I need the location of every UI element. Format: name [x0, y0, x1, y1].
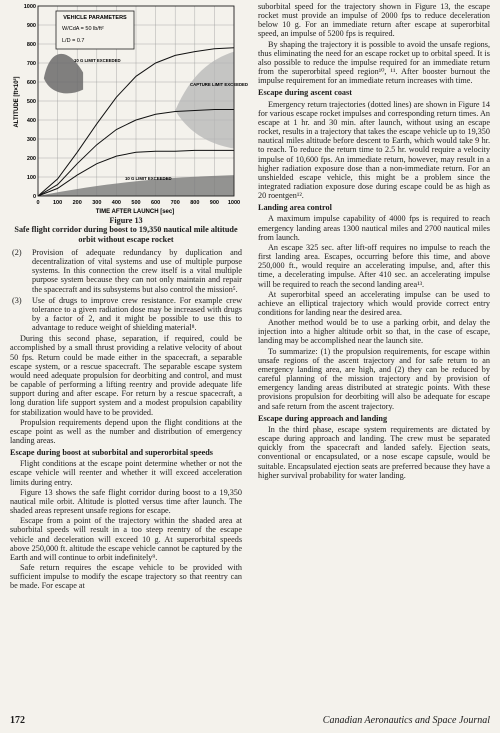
paragraph: Escape from a point of the trajectory within the shaded area at suborbital speeds will result in a too steep reentry of the escape vehicle and deceleration will exceed 10 g. At superorbital speeds above 250,000 ft. altitude the escape vehicle cannot be captured by the Earth and will continue to orbit indefinitely⁹.	[10, 516, 242, 562]
paragraph: Another method would be to use a parking orbit, and delay the injection into a higher altitude orbit so that, in the case of escape, landing may be accomplished near the launch site.	[258, 318, 490, 346]
y-tick-label: 800	[26, 42, 36, 48]
x-tick-label: 600	[151, 200, 161, 206]
y-tick-label: 1000	[23, 4, 36, 10]
right-column	[258, 2, 490, 481]
left-column	[10, 2, 249, 592]
legend-line2: L/D = 0.7	[62, 38, 85, 44]
x-tick-label: 1000	[227, 200, 241, 206]
paragraph: Safe return requires the escape vehicle to be provided with sufficient impulse to modify the escape trajectory so that reentry can be made. For escape at	[10, 563, 242, 591]
y-tick-label: 900	[26, 23, 36, 29]
page-number: 172	[10, 715, 25, 726]
paragraph: By shaping the trajectory it is possible to avoid the unsafe regions, thus eliminating the need for an escape rocket up to orbital speed. It is also possible to reduce the impulse required for an immediate return from the superorbital speed region¹⁰, ¹¹. After booster burnout the impulse requirement for an immediate return increases with time.	[258, 39, 490, 86]
legend-line1: W/CdA = 50 lb/ft²	[62, 26, 104, 32]
x-tick-label: 500	[131, 200, 141, 206]
y-tick-label: 400	[26, 118, 36, 124]
paragraph: suborbital speed for the trajectory shown in Figure 13, the escape rocket must provide an impulse of 2000 fps to reduce deceleration below 10 g. For an immediate return after escape at superorbital speed, an impulse of 5200 fps is required.	[258, 2, 490, 39]
altitude-time-chart	[10, 2, 249, 215]
x-tick-label: 200	[72, 200, 82, 206]
y-tick-label: 300	[26, 137, 36, 143]
legend-title: VEHICLE PARAMETERS	[63, 15, 127, 21]
figure-caption	[10, 216, 242, 244]
figure-number: Figure 13	[109, 216, 143, 225]
y-tick-label: 100	[26, 175, 36, 181]
paragraph: Emergency return trajectories (dotted lines) are shown in Figure 14 for various escape rocket impulses and corresponding return times. An escape at 1 hr. and 30 min. after launch, without using an escape rocket, results in a trajectory that takes the escape vehicle up to 19,350 nautical miles altitude before descent to Earth, which would take 9 hr. to reach. To reduce the return time to 2.5 hr. would require a velocity impulse of 10,600 fps. An immediate return, however, may result in a higher radiation exposure dose than a non-immediate return. For an unshielded escape vehicle, this might be a problem since the integrated radiation exposure dose during escape could be as high as 20 roentgen¹².	[258, 99, 490, 201]
x-axis-label: TIME AFTER LAUNCH [sec]	[95, 209, 175, 215]
y-tick-label: 200	[26, 156, 36, 162]
label-10g-above: 10 G LIMIT EXCEEDED	[74, 58, 121, 63]
y-tick-label: 600	[26, 80, 36, 86]
paragraph: To summarize: (1) the propulsion requirements, for escape within unsafe regions of the ascent trajectory and for safe return to an emergency landing area, are high, and (2) they can be reduced by careful planning of the mission trajectory and by provision of emergency landing areas distributed at strategic points. With these provisions propulsion for deorbiting will also be adequate for escape and safe return from the ascent trajectory.	[258, 346, 490, 411]
paragraph: At superorbital speed an accelerating impulse can be used to achieve an elliptical trajectory which would provide correct entry conditions for landing near the desired area.	[258, 289, 490, 317]
paragraph: An escape 325 sec. after lift-off requires no impulse to reach the first landing area. Escapes, occurring before this time, and above 250,000 ft., would require an accelerating impulse, and, after this time, a decelerating impulse. After 410 sec. an accelerating impulse will be required to reach the second landing area¹³.	[258, 242, 490, 289]
region-capture	[175, 52, 234, 149]
paragraph: Figure 13 shows the safe flight corridor during boost to a 19,350 nautical mile orbit. Altitude is plotted versus time after launch. The shaded areas represent unsafe regions for escape.	[10, 487, 242, 516]
label-10g-below: 10 G LIMIT EXCEEDED	[125, 176, 172, 181]
section-heading-coast: Escape during ascent coast	[258, 88, 352, 98]
y-axis-label: ALTITUDE [ft×10³]	[14, 76, 20, 128]
x-tick-label: 100	[53, 200, 63, 206]
y-tick-label: 0	[32, 194, 36, 200]
paragraph: A maximum impulse capability of 4000 fps is required to reach emergency landing areas 1300 nautical miles and 2700 nautical miles from launch.	[258, 214, 490, 242]
label-capture: CAPTURE LIMIT EXCEEDED	[190, 82, 249, 87]
x-tick-label: 400	[111, 200, 121, 206]
figure-13	[10, 2, 249, 215]
x-tick-label: 300	[92, 200, 102, 206]
x-tick-label: 0	[36, 200, 40, 206]
section-heading-landing: Landing area control	[258, 203, 332, 213]
figure-caption-text: Safe flight corridor during boost to 19,350 nautical mile altitude orbit without escape rocket	[14, 225, 238, 244]
x-tick-label: 800	[190, 200, 200, 206]
section-heading-boost: Escape during boost at suborbital and superorbital speeds	[10, 448, 213, 458]
journal-name: Canadian Aeronautics and Space Journal	[322, 715, 490, 726]
y-tick-label: 500	[26, 99, 36, 105]
x-tick-label: 900	[209, 200, 219, 206]
x-tick-label: 700	[170, 200, 180, 206]
section-heading-approach: Escape during approach and landing	[258, 413, 388, 423]
numbered-list	[10, 248, 242, 332]
list-item: (3) Use of drugs to improve crew resistance. For example crew tolerance to a given radiation dose may be increased with drugs by a factor of 2, and it might be possible to use this to advantage to reduce weight of shielding material⁸.	[12, 295, 242, 333]
list-item: (2) Provision of adequate redundancy by duplication and decentralization of vital systems and use of multiple purpose systems. In this connection the crew itself is a vital multiple purpose system because they can not only maintain and repair the spacecraft and its subsystems but also control the mission⁵.	[12, 247, 242, 294]
paragraph: Propulsion requirements depend upon the flight conditions at the escape point as well as the number and distribution of emergency landing areas.	[10, 417, 242, 446]
paragraph: During this second phase, separation, if required, could be accomplished by a small thrust providing a relative velocity of about 50 fps. Return could be made either in the spacecraft, a separable escape system, or a rescue spacecraft. The separable escape system would need adequate propulsion for deorbiting and control, and must be capable of performing a lifting reentry and provide adequate life support during and after escape. For return by a rescue spacecraft, a long duration life support system and a modest propulsion capability for stabilization would have to be provided.	[10, 334, 242, 417]
paragraph: Flight conditions at the escape point determine whether or not the escape vehicle will reenter and whether it will exceed acceleration limits during entry.	[10, 459, 242, 487]
y-tick-label: 700	[26, 61, 36, 67]
paragraph: In the third phase, escape system requirements are dictated by escape during approach and landing. The crew must be separated quickly from the spacecraft and landed safely. Ejection seats, conventional or encapsulated, or a nose escape capsule, would be suitable. Encapsulated ejection seats are preferred because they have a higher survival probability for water landing.	[258, 424, 490, 480]
